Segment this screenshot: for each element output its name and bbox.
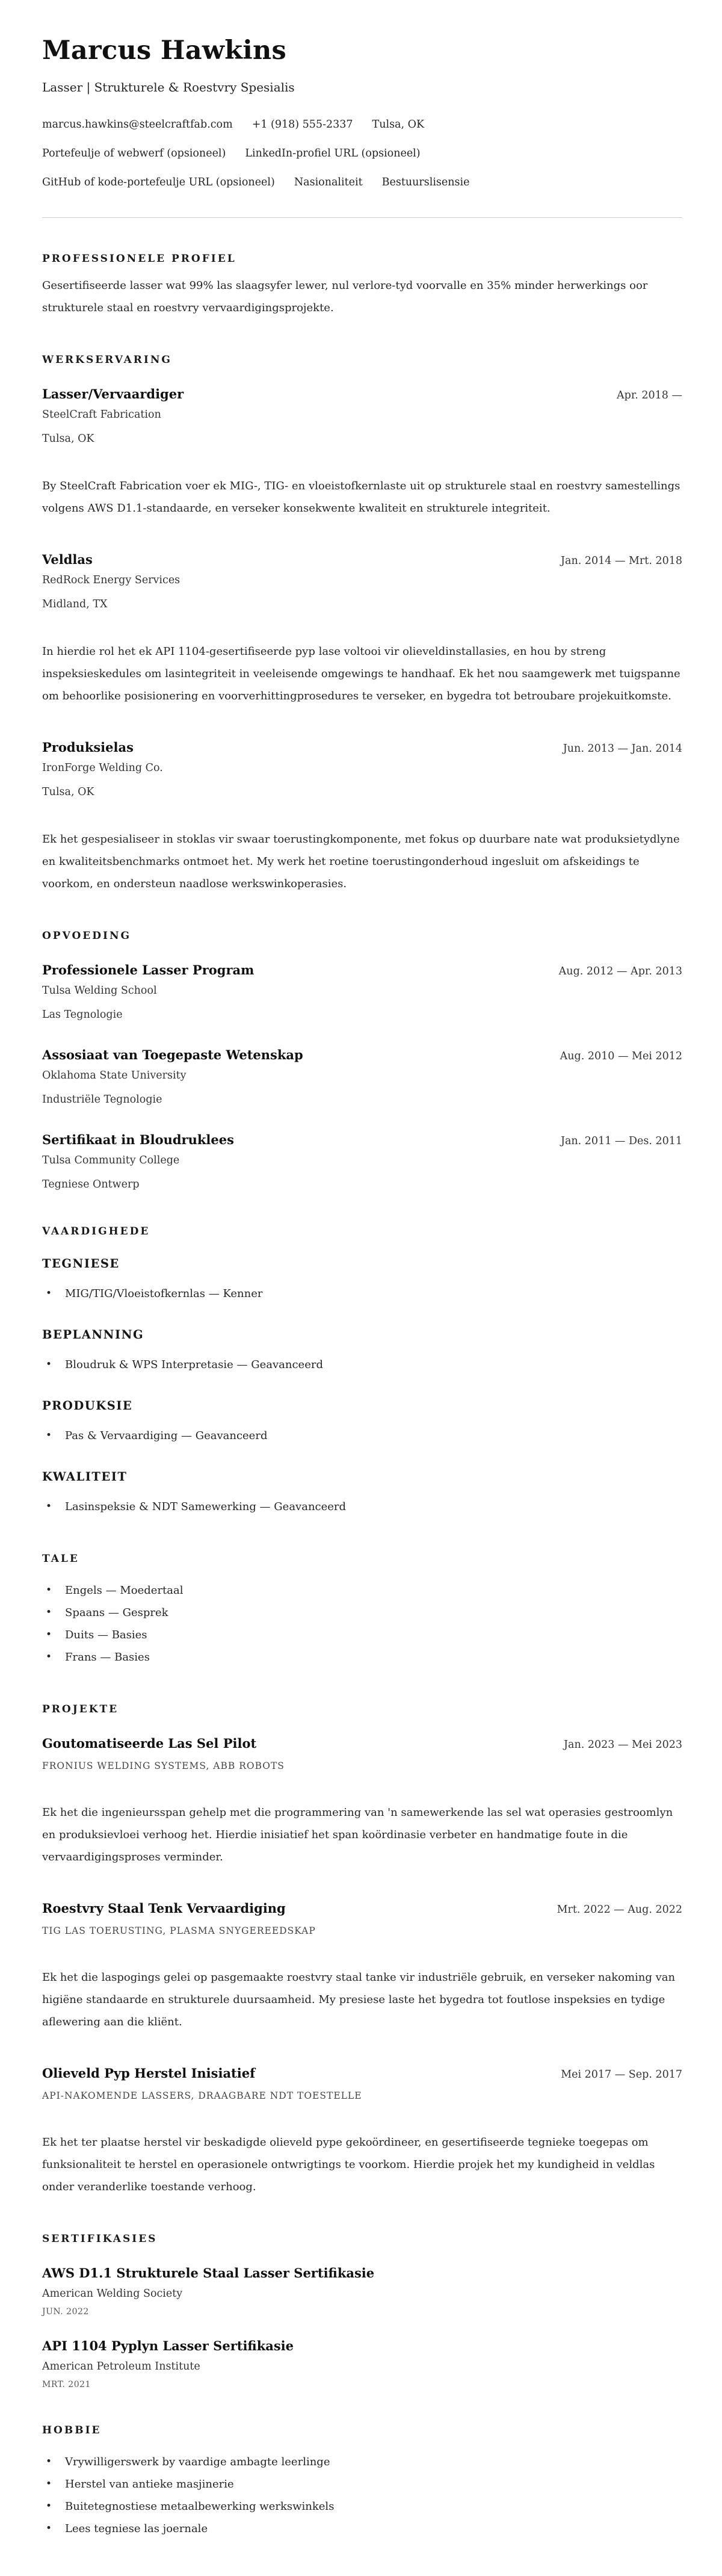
project-tools: FRONIUS WELDING SYSTEMS, ABB ROBOTS: [42, 1760, 285, 1772]
certification-date: JUN. 2022: [42, 2307, 89, 2317]
education-degree: Assosiaat van Toegepaste Wetenskap: [42, 1047, 303, 1063]
project-tools: API-NAKOMENDE LASSERS, DRAAGBARE NDT TOESTELLE: [42, 2090, 362, 2102]
contact-linkedin: LinkedIn-profiel URL (opsioneel): [245, 147, 421, 160]
education-school: Tulsa Welding School: [42, 985, 157, 997]
skill-item: • Lasinspeksie & NDT Samewerking — Geavanceerd: [42, 1496, 682, 1518]
job-title: Produksielas: [42, 740, 134, 755]
job-dates: Jan. 2014 — Mrt. 2018: [561, 555, 682, 568]
certification-name: AWS D1.1 Strukturele Staal Lasser Sertifikasie: [42, 2265, 375, 2281]
job-title: Veldlas: [42, 552, 93, 568]
project-entry: [42, 1901, 682, 2033]
certification-issuer: American Welding Society: [42, 2288, 183, 2300]
contact-block: [42, 119, 682, 188]
certification-issuer: American Petroleum Institute: [42, 2361, 200, 2373]
job-description: In hierdie rol het ek API 1104-gesertifiseerde pyp lase voltooi vir olieveldinstallasies, en hou by streng inspeksieskedules om lasintegriteit in veeleisende omgewings te handhaaf. Ek het nou saamgewerk met tuigspanne om behoorlike posisionering en voorverhittingprosedures te verseker, en bygedra tot betroubare projekuitkomste.: [42, 645, 680, 703]
skill-group: [42, 1399, 682, 1447]
contact-row-3: [42, 176, 682, 188]
project-entry-head: [42, 1736, 682, 1751]
section-education: [42, 930, 682, 1190]
job-description: By SteelCraft Fabrication voer ek MIG-, TIG- en vloeistofkernlaste uit op strukturele staal en roestvry samestellings volgens AWS D1.1-standaarde, en verseker konsekwente kwaliteit en strukturele integriteit.: [42, 480, 680, 515]
job-entry: [42, 552, 682, 707]
project-title: Goutomatiseerde Las Sel Pilot: [42, 1736, 257, 1751]
education-entry: [42, 1047, 682, 1106]
contact-drivers-license: Bestuurslisensie: [381, 176, 470, 189]
hobby-item: • Herstel van antieke masjinerie: [42, 2473, 682, 2495]
job-dates: Apr. 2018 —: [616, 389, 682, 402]
project-dates: Mrt. 2022 — Aug. 2022: [557, 1904, 682, 1916]
project-description: Ek het die laspogings gelei op pasgemaakte roestvry staal tanke vir industriële gebruik, en verseker nakoming van higiëne standaarde en strukturele duursaamheid. My presiese laste het bygedra tot foutlose inspeksies en tydige aflewering aan die kliënt.: [42, 1971, 676, 2029]
language-item: • Frans — Basies: [42, 1646, 682, 1668]
education-dates: Jan. 2011 — Des. 2011: [560, 1135, 682, 1148]
section-experience: [42, 354, 682, 895]
section-title-projects: PROJEKTE: [42, 1703, 119, 1716]
section-title-education: OPVOEDING: [42, 930, 132, 943]
education-school: Oklahoma State University: [42, 1070, 187, 1082]
education-entry: [42, 962, 682, 1021]
project-description: Ek het die ingenieursspan gehelp met die programmering van 'n samewerkende las sel wat operasies gestroomlyn en produksievloei verhoog het. Hierdie inisiatief het span koördinasie verbeter en handmatige foute in die vervaardigingsproses verminder.: [42, 1806, 673, 1864]
skill-group: [42, 1470, 682, 1518]
education-school: Tulsa Community College: [42, 1154, 180, 1167]
skill-list: [42, 1354, 682, 1376]
contact-github: GitHub of kode-portefeulje URL (opsioneel): [42, 176, 275, 189]
education-field: Las Tegnologie: [42, 1009, 123, 1021]
project-title: Roestvry Staal Tenk Vervaardiging: [42, 1901, 286, 1916]
certification-name: API 1104 Pyplyn Lasser Sertifikasie: [42, 2338, 294, 2354]
job-title: Lasser/Vervaardiger: [42, 386, 184, 402]
hobby-item: • Lees tegniese las joernale: [42, 2518, 682, 2540]
job-company: IronForge Welding Co.: [42, 762, 163, 775]
project-description: Ek het ter plaatse herstel vir beskadigde olieveld pype gekoördineer, en gesertifiseerde tegnieke toegepas om funksionaliteit te herstel en operasionele ontwrigtings te voorkom. Hierdie projek het my kundigheid in veldlas onder veranderlike toestande verhoog.: [42, 2136, 655, 2194]
project-title: Olieveld Pyp Herstel Inisiatief: [42, 2066, 256, 2081]
section-title-skills: VAARDIGHEDE: [42, 1225, 150, 1238]
person-job-title: Lasser | Strukturele & Roestvry Spesialis: [42, 80, 295, 95]
section-title-certifications: SERTIFIKASIES: [42, 2233, 158, 2246]
job-entry-head: [42, 740, 682, 755]
skill-group-title: BEPLANNING: [42, 1328, 144, 1342]
education-field: Industriële Tegnologie: [42, 1094, 162, 1106]
project-entry-head: [42, 2066, 682, 2081]
job-location: Tulsa, OK: [42, 786, 94, 799]
project-tools: TIG LAS TOERUSTING, PLASMA SNYGEREEDSKAP: [42, 1925, 316, 1937]
section-certifications: [42, 2233, 682, 2389]
education-entry: [42, 1132, 682, 1190]
skill-group-title: TEGNIESE: [42, 1257, 120, 1271]
skill-item: • Pas & Vervaardiging — Geavanceerd: [42, 1425, 682, 1447]
education-degree: Professionele Lasser Program: [42, 962, 255, 978]
education-degree: Sertifikaat in Bloudruklees: [42, 1132, 234, 1148]
section-title-languages: TALE: [42, 1553, 79, 1565]
job-dates: Jun. 2013 — Jan. 2014: [563, 743, 682, 755]
education-field: Tegniese Ontwerp: [42, 1178, 140, 1191]
contact-location: Tulsa, OK: [372, 119, 425, 131]
hobby-item: • Vrywilligerswerk by vaardige ambagte leerlinge: [42, 2451, 682, 2473]
education-entry-head: [42, 1047, 682, 1062]
job-location: Tulsa, OK: [42, 433, 94, 445]
section-languages: [42, 1553, 682, 1668]
language-item: • Engels — Moedertaal: [42, 1579, 682, 1602]
hobby-list: [42, 2451, 682, 2540]
job-entry: [42, 740, 682, 895]
contact-phone: +1 (918) 555-2337: [251, 119, 353, 131]
project-dates: Mei 2017 — Sep. 2017: [561, 2069, 682, 2081]
skill-item: • MIG/TIG/Vloeistofkernlas — Kenner: [42, 1283, 682, 1305]
hobby-item: • Buitetegnostiese metaalbewerking werkswinkels: [42, 2495, 682, 2518]
skill-group-title: PRODUKSIE: [42, 1399, 133, 1413]
job-location: Midland, TX: [42, 598, 108, 611]
contact-email: marcus.hawkins@steelcraftfab.com: [42, 119, 233, 131]
job-entry-head: [42, 552, 682, 567]
header-divider: [42, 217, 682, 218]
contact-row-2: [42, 147, 682, 159]
section-skills: [42, 1225, 682, 1518]
certification-entry: [42, 2265, 682, 2317]
project-entry: [42, 2066, 682, 2198]
language-item: • Duits — Basies: [42, 1624, 682, 1646]
contact-nationality: Nasionaliteit: [294, 176, 363, 189]
skill-item: • Bloudruk & WPS Interpretasie — Geavanceerd: [42, 1354, 682, 1376]
section-title-experience: WERKSERVARING: [42, 354, 172, 367]
job-entry-head: [42, 386, 682, 401]
job-company: SteelCraft Fabrication: [42, 409, 161, 421]
skill-list: [42, 1496, 682, 1518]
skill-group: [42, 1328, 682, 1376]
job-entry: [42, 386, 682, 519]
project-dates: Jan. 2023 — Mei 2023: [564, 1739, 682, 1751]
language-item: • Spaans — Gesprek: [42, 1602, 682, 1624]
skill-group: [42, 1257, 682, 1305]
section-hobbies: [42, 2424, 682, 2540]
job-company: RedRock Energy Services: [42, 574, 180, 587]
resume-header: [42, 37, 682, 188]
profile-text: Gesertifiseerde lasser wat 99% las slaagsyfer lewer, nul verlore-tyd voorvalle en 35% minder herwerkings oor strukturele staal en roestvry vervaardigingsprojekte.: [42, 279, 648, 315]
certification-entry: [42, 2338, 682, 2389]
project-entry: [42, 1736, 682, 1868]
education-entry-head: [42, 962, 682, 977]
section-projects: [42, 1703, 682, 2198]
education-entry-head: [42, 1132, 682, 1147]
job-description: Ek het gespesialiseer in stoklas vir swaar toerustingkomponente, met fokus op duurbare nate wat produksietydlyne en kwaliteitsbenchmarks ontmoet het. My werk het roetine toerustingonderhoud ingesluit om afskeidings te voorkom, en ondersteun naadlose werkswinkoperasies.: [42, 833, 680, 891]
certification-date: MRT. 2021: [42, 2380, 91, 2390]
section-title-profile: PROFESSIONELE PROFIEL: [42, 253, 236, 265]
section-profile: [42, 253, 682, 319]
skill-group-title: KWALITEIT: [42, 1470, 128, 1484]
project-entry-head: [42, 1901, 682, 1916]
skill-list: [42, 1283, 682, 1305]
contact-row-1: [42, 119, 682, 131]
education-dates: Aug. 2010 — Mei 2012: [560, 1050, 682, 1063]
skill-list: [42, 1425, 682, 1447]
language-list: [42, 1579, 682, 1668]
section-title-hobbies: HOBBIE: [42, 2424, 102, 2437]
education-dates: Aug. 2012 — Apr. 2013: [558, 965, 682, 978]
contact-portfolio: Portefeulje of webwerf (opsioneel): [42, 147, 226, 160]
person-name: Marcus Hawkins: [42, 36, 287, 66]
